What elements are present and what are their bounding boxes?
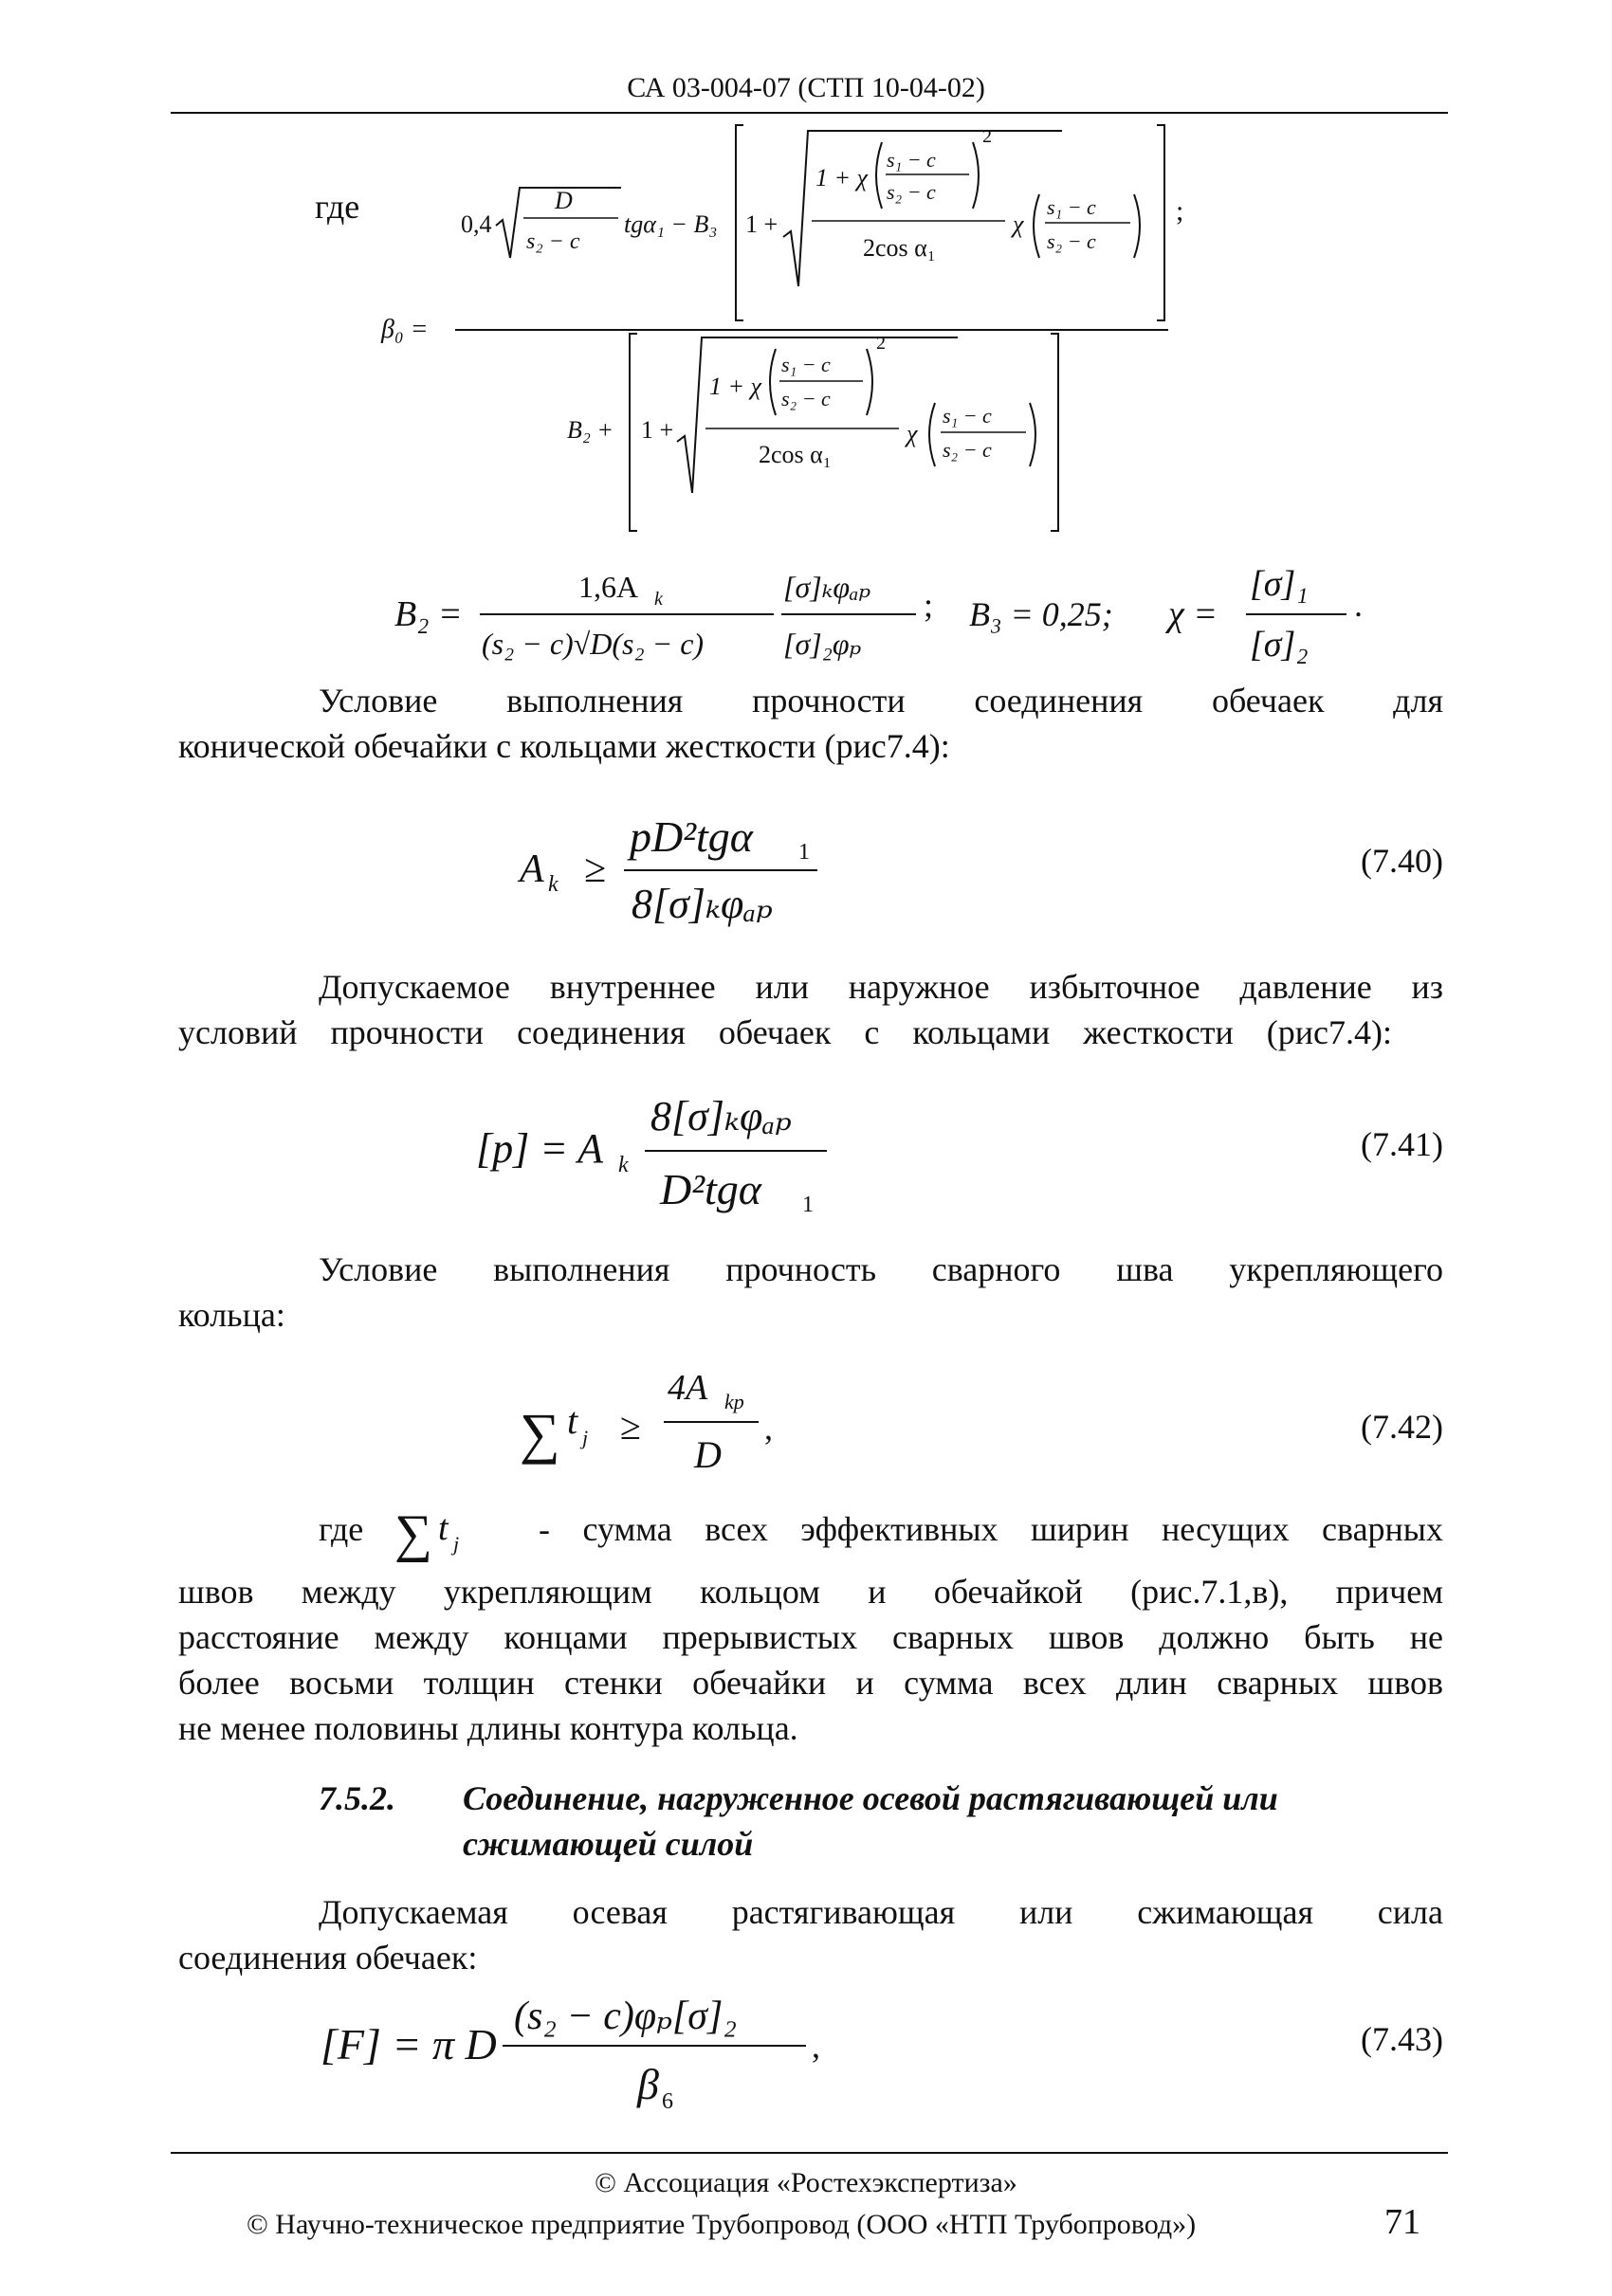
eq743-denominator-sub: 6: [662, 2089, 673, 2114]
b2-plus: B₂ +: [567, 416, 614, 444]
b2-separator: ;: [924, 586, 934, 624]
paragraph-2-line-2: условий прочности соединения обечаек с кольцами жесткости (рис7.4):: [178, 1013, 1392, 1051]
b2-num1: 1,6A: [578, 570, 639, 604]
one-plus: 1 +: [641, 416, 674, 444]
paragraph-5-line-1: Допускаемая осевая растягивающая или сжимающая сила: [319, 1893, 1443, 1931]
equation-number-7-41: (7.41): [1361, 1125, 1443, 1163]
b2-num2: [σ]ₖφₐₚ: [783, 570, 871, 604]
square-exp: 2: [982, 126, 992, 147]
paragraph-4-line-2: швов между укрепляющим кольцом и обечайкой (рис.7.1,в), причем: [178, 1573, 1443, 1611]
eq743-lhs: [F] = π D: [321, 2020, 497, 2068]
chi-symbol: χ: [1013, 210, 1024, 238]
paragraph-4-t: t: [438, 1508, 449, 1548]
eq741-denominator-sub: 1: [802, 1193, 814, 1217]
s2c-bottom: s₂ − c: [943, 438, 992, 462]
b2-lhs: B₂ =: [394, 594, 463, 634]
section-title-line-1: Соединение, нагруженное осевой растягивающей или: [463, 1779, 1278, 1817]
equation-number-7-42: (7.42): [1361, 1408, 1443, 1446]
paren-left: [876, 142, 882, 209]
chi-denominator: [σ]₂: [1250, 625, 1309, 665]
eq741-lhs: [p] = A: [476, 1125, 604, 1172]
section-title-line-2: сжимающей силой: [463, 1825, 754, 1863]
eq742-relation: ≥: [620, 1405, 641, 1448]
sqrt-numerator: D: [555, 187, 573, 214]
chi-lhs: χ =: [1168, 594, 1218, 634]
eq743-denominator: β: [637, 2060, 659, 2108]
paragraph-3-line-1: Условие выполнения прочность сварного шва укрепляющего: [319, 1250, 1443, 1288]
eq743-numerator: (s₂ − c)φₚ[σ]₂: [514, 1995, 737, 2038]
equation-number-7-43: (7.43): [1361, 2020, 1443, 2058]
b3-value: B₃ = 0,25;: [969, 595, 1113, 633]
s2c-bottom: s₂ − c: [1047, 229, 1096, 253]
b2-num1-sub: k: [654, 589, 663, 610]
page-number: 71: [1384, 2202, 1420, 2242]
paren-right: [973, 142, 979, 209]
where-label: где: [315, 188, 360, 226]
document-code-header: СА 03-004-07 (СТП 10-04-02): [627, 72, 985, 103]
equation-number-7-40: (7.40): [1361, 842, 1443, 880]
paragraph-5-line-2: соединения обечаек:: [178, 1939, 478, 1977]
one-plus: 1 +: [745, 210, 779, 238]
b2-den1: (s₂ − c)√D(s₂ − c): [482, 627, 705, 661]
paren-right: [1134, 194, 1140, 258]
paren-left: [1034, 194, 1039, 258]
cos-term: 2cos α₁: [759, 441, 832, 468]
paragraph-4-sum-symbol: [389, 1488, 503, 1574]
right-bracket: [1157, 125, 1164, 320]
inner-numerator: 1 + χ: [709, 373, 761, 400]
beta0-formula: [0, 114, 1612, 550]
eq742-denominator: D: [694, 1433, 722, 1476]
eq742-numerator-sub: kp: [724, 1390, 744, 1413]
s1c-top: s₁ − c: [781, 353, 831, 376]
paragraph-4-line-5: не менее половины длины контура кольца.: [178, 1709, 798, 1747]
cos-term: 2cos α₁: [863, 234, 936, 262]
footer-rule: [171, 2152, 1448, 2154]
paragraph-4-where: где: [319, 1510, 364, 1548]
beta0-lhs: β₀ =: [381, 315, 429, 344]
eq741-numerator: 8[σ]ₖφₐₚ: [650, 1093, 792, 1139]
eq740-denominator: 8[σ]ₖφₐₚ: [632, 881, 773, 927]
footer-company: © Научно-техническое предприятие Трубопровод (ООО «НТП Трубопровод»): [247, 2209, 1197, 2240]
sqrt-denominator: s₂ − c: [526, 229, 580, 254]
eq741-lhs-sub: k: [618, 1153, 629, 1177]
paragraph-4-t-sub: j: [453, 1532, 460, 1556]
paren-right: [867, 349, 872, 415]
s2c-bottom: s₂ − c: [887, 180, 936, 204]
eq742-t-sub: j: [582, 1426, 589, 1449]
paragraph-4-line-4: более восьми толщин стенки обечайки и сумма всех длин сварных швов: [178, 1664, 1443, 1702]
s1c-top: s₁ − c: [943, 404, 992, 428]
s1c-top: s₁ − c: [887, 148, 936, 172]
paragraph-1-line-2: конической обечайки с кольцами жесткости (рис7.4):: [178, 727, 950, 765]
left-bracket: [736, 125, 743, 320]
paragraph-4-line-3: расстояние между концами прерывистых сварных швов должно быть не: [178, 1618, 1443, 1656]
chi-numerator: [σ]₁: [1250, 564, 1309, 604]
square-exp: 2: [876, 333, 886, 354]
eq740-numerator: pD²tgα: [630, 812, 753, 861]
eq742-comma: ,: [764, 1409, 773, 1447]
sum-symbol: ∑: [520, 1402, 560, 1465]
paragraph-3-line-2: кольца:: [178, 1296, 285, 1334]
right-bracket: [1051, 334, 1058, 531]
paren-left: [929, 403, 935, 466]
section-number: 7.5.2.: [319, 1779, 395, 1817]
end-dot: .: [1354, 586, 1363, 624]
eq740-relation: ≥: [584, 847, 607, 891]
paragraph-4-line-1: - сумма всех эффективных ширин несущих сварных: [539, 1510, 1443, 1548]
s2c-bottom: s₂ − c: [781, 387, 831, 410]
coef-text: 0,4: [461, 210, 492, 238]
footer-association: © Ассоциация «Ростехэкспертиза»: [595, 2167, 1017, 2198]
paren-right: [1030, 403, 1035, 466]
tg-term: tgα₁ − B₃: [624, 210, 718, 238]
eq740-numerator-sub: 1: [798, 840, 810, 865]
paragraph-1-line-1: Условие выполнения прочности соединения обечаек для: [319, 682, 1443, 720]
sum-symbol: ∑: [394, 1504, 432, 1563]
paren-left: [770, 349, 776, 415]
eq742-t: t: [567, 1399, 578, 1442]
chi-symbol: χ: [907, 420, 918, 447]
eq741-denominator: D²tgα: [660, 1165, 761, 1213]
s1c-top: s₁ − c: [1047, 195, 1096, 219]
inner-numerator: 1 + χ: [815, 164, 868, 191]
paragraph-2-line-1: Допускаемое внутреннее или наружное избыточное давление из: [319, 968, 1443, 1006]
eq743-comma: ,: [812, 2027, 820, 2065]
left-bracket: [630, 334, 637, 531]
semicolon: ;: [1176, 195, 1184, 227]
b2-b3-chi-definitions: [0, 550, 1612, 683]
eq740-lhs: A: [520, 847, 544, 891]
b2-den2: [σ]₂φₚ: [783, 627, 862, 661]
eq742-numerator: 4A: [668, 1368, 708, 1408]
eq740-lhs-sub: k: [548, 872, 559, 897]
